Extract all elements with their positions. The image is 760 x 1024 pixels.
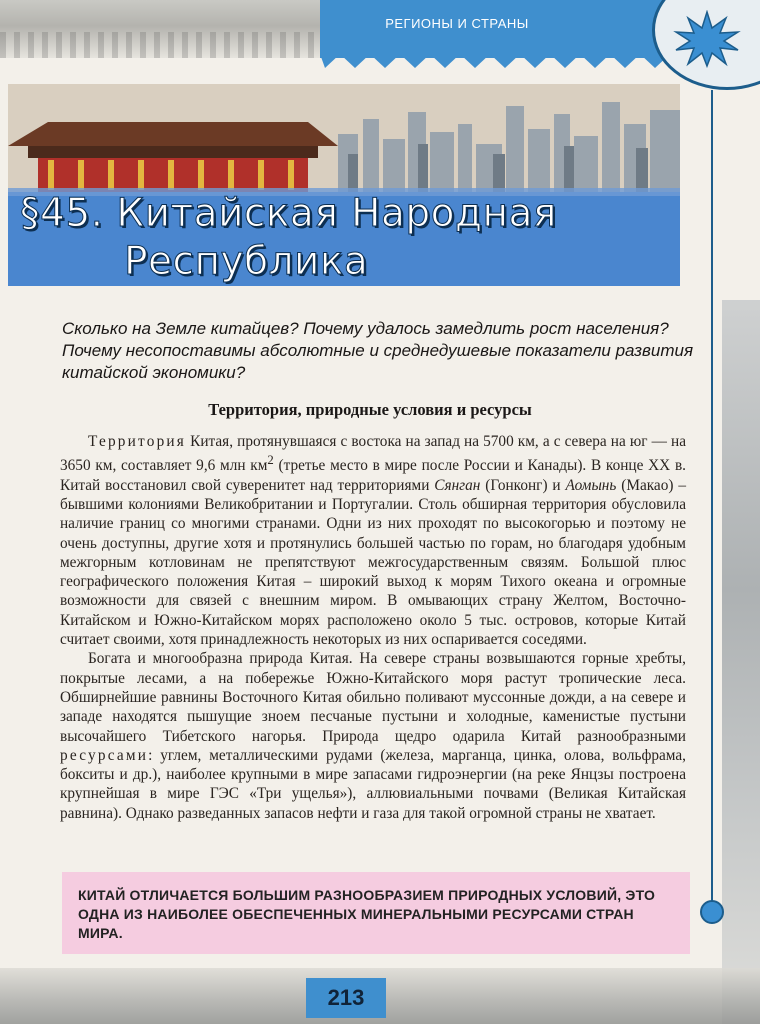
place-name: Сянган <box>434 476 481 494</box>
right-photo-strip <box>722 300 760 1024</box>
summary-box: КИТАЙ ОТЛИЧАЕТСЯ БОЛЬШИМ РАЗНООБРАЗИЕМ ПРИРОДНЫХ УСЛОВИЙ, ЭТО ОДНА ИЗ НАИБОЛЕЕ ОБЕСПЕЧЕННЫХ МИНЕРАЛЬНЫМИ РЕСУРСАМИ СТРАН МИРА. <box>62 872 690 954</box>
page-title-line2: Республика <box>124 239 369 284</box>
page-title <box>20 190 620 286</box>
paragraph-nature <box>60 649 686 823</box>
superscript: 2 <box>267 453 274 468</box>
body-text <box>60 432 686 823</box>
term-resources: ресурсами <box>60 746 149 764</box>
text-segment: (Гонконг) и <box>480 476 566 494</box>
page-number: 213 <box>306 978 386 1018</box>
text-segment: Китая, протянувшаяся с востока на запад на 5700 км, а с севера на юг — на 3650 км, составляет 9,6 млн км <box>60 433 686 475</box>
margin-rule <box>711 90 713 910</box>
section-heading: Территория, природные условия и ресурсы <box>208 400 532 419</box>
section-label: РЕГИОНЫ И СТРАНЫ <box>385 16 529 31</box>
text-segment: (Макао) – бывшими колониями Великобритании и Португалии. Столь обширная территория обусловила наличие границ со многими странами. Одни из них проходят по высокогорью и поэтому не очень доступны, другие хотя и протянулись большей частью по горам, но благодаря удобным межгорным котловинам не препятствуют межгосударственным связям. Большой плюс географического положения Китая – широкий выход к морям Тихого океана и огромные возможности для связей с внешним миром. В омывающих страну Желтом, Восточно-Китайском и Южно-Китайском морях расположено около 5 тыс. островов, которые Китай считает своими, хотя принадлежность некоторых из них оспаривается соседями. <box>60 476 686 649</box>
star-icon <box>672 10 742 68</box>
page-title-line1: §45. Китайская Народная <box>20 191 557 236</box>
text-segment: : углем, металлическими рудами (железа, марганца, цинка, олова, вольфрама, бокситы и др.), наиболее крупными в мире запасами гидроэнергии (на реке Янцзы построена крупнейшая в мире ГЭС «Три ущелья»), аллювиальными почвами (Великая Китайская равнина). Однако разведанных запасов нефти и газа для такой огромной страны не хватает. <box>60 746 686 822</box>
term-territory: Территория <box>88 433 187 450</box>
place-name: Аомынь <box>565 476 617 494</box>
title-banner <box>8 84 680 286</box>
margin-rule-dot <box>700 900 724 924</box>
intro-questions: Сколько на Земле китайцев? Почему удалось замедлить рост населения? Почему несопоставимы абсолютные и среднедушевые показатели развития китайской экономики? <box>62 319 694 382</box>
header-photo-strip <box>0 0 320 58</box>
text-segment: Богата и многообразна природа Китая. На севере страны возвышаются горные хребты, покрытые лесами, а на побережье Южно-Китайского моря растут тропические леса. Обширнейшие равнины Восточного Китая обильно поливают муссонные дожди, а на севере и западе находятся пышущие зноем песчаные пустыни и холодные, каменистые пустыни высочайшего Тибетского нагорья. Природа щедро одарила Китай разнообразными <box>60 650 686 745</box>
paragraph-territory <box>60 432 686 649</box>
text-segment: (третье место в мире после России и Канады). В конце XX в. Китай восстановил свой суверенитет над территориями <box>60 457 686 494</box>
